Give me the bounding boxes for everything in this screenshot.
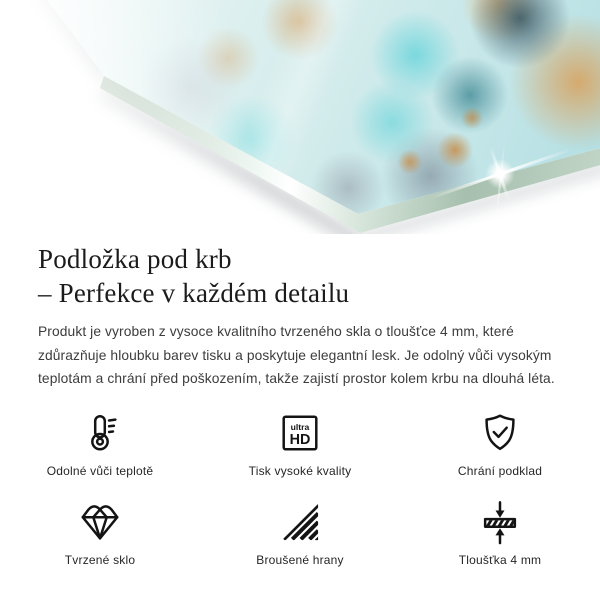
feature-print-quality	[200, 410, 400, 478]
feature-polished-edges	[200, 499, 400, 567]
feature-label: Tisk vysoké kvality	[248, 463, 352, 478]
feature-thickness	[400, 499, 600, 567]
beveled-edges-icon	[277, 499, 323, 545]
feature-label: Tloušťka 4 mm	[458, 552, 542, 567]
ultra-hd-icon	[277, 410, 323, 456]
svg-text:ultra: ultra	[290, 421, 310, 432]
product-image	[0, 0, 600, 234]
features-grid	[0, 410, 600, 567]
feature-label: Odolné vůči teplotě	[46, 463, 154, 478]
product-description: Produkt je vyroben z vysoce kvalitního tvrzeného skla o tloušťce 4 mm, které zdůrazňuje hloubku barev tisku a poskytuje elegantní lesk. Je odolný vůči vysokým teplotám a chrání před poškozením, takže zajistí prostor kolem krbu na dlouhá léta.	[38, 324, 555, 386]
feature-protects-floor	[400, 410, 600, 478]
page-title-line1: Podložka pod krb	[38, 244, 232, 274]
product-details-section	[0, 234, 600, 567]
page-title-line2: – Perfekce v každém detailu	[38, 278, 350, 308]
feature-label: Tvrzené sklo	[64, 552, 136, 567]
thermometer-icon	[77, 410, 123, 456]
thickness-icon	[477, 499, 523, 545]
shield-check-icon	[477, 410, 523, 456]
page-title	[38, 242, 578, 310]
feature-tempered-glass	[0, 499, 200, 567]
svg-text:HD: HD	[289, 431, 311, 448]
feature-label: Chrání podklad	[457, 463, 543, 478]
diamond-icon	[77, 499, 123, 545]
feature-label: Broušené hrany	[256, 552, 344, 567]
feature-heat-resistant	[0, 410, 200, 478]
